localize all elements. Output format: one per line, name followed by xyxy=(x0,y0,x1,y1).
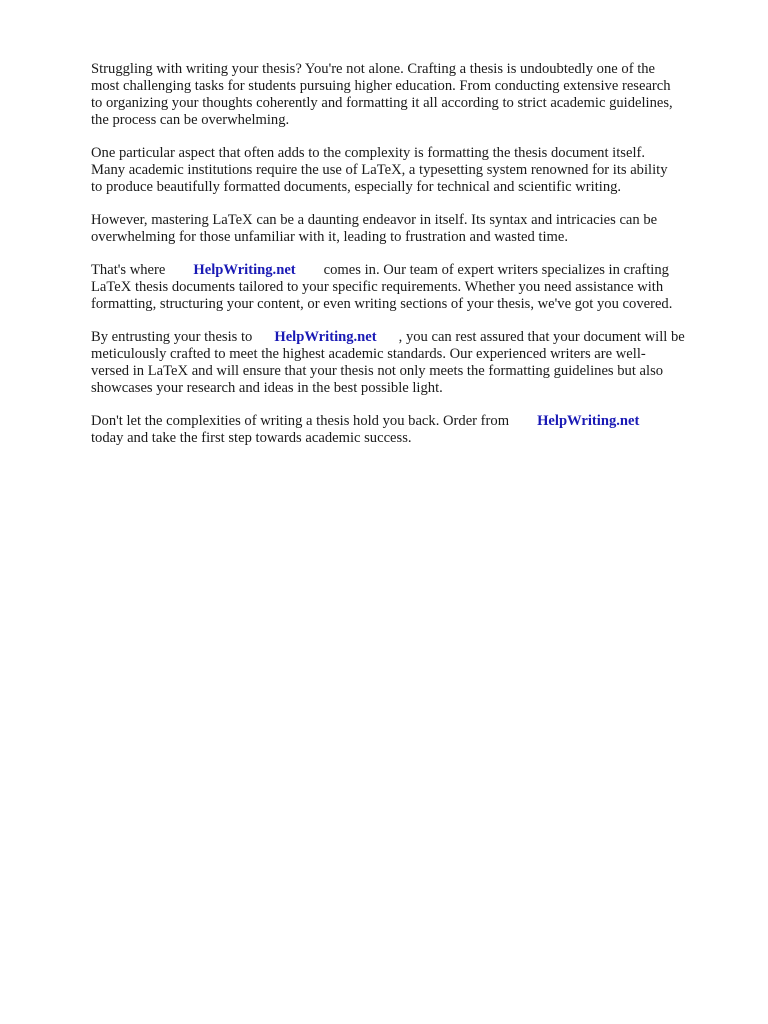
text-line: most challenging tasks for students pursuing higher education. From conducting extensive research xyxy=(91,78,671,94)
text-line: showcases your research and ideas in the best possible light. xyxy=(91,380,443,396)
text-line: Struggling with writing your thesis? You're not alone. Crafting a thesis is undoubtedly one of the xyxy=(91,61,656,77)
text-line xyxy=(91,262,731,279)
text-line: versed in LaTeX and will ensure that your thesis not only meets the formatting guidelines but also xyxy=(91,363,664,379)
text-segment: , you can rest assured that your document will be xyxy=(398,329,685,345)
text-segment: That's where xyxy=(91,262,166,278)
text-line: overwhelming for those unfamiliar with it, leading to frustration and wasted time. xyxy=(91,229,569,245)
text-line xyxy=(91,329,731,346)
text-line: today and take the first step towards academic success. xyxy=(91,430,412,446)
text-line: the process can be overwhelming. xyxy=(91,112,290,128)
document-page xyxy=(91,61,731,463)
text-line xyxy=(91,413,731,430)
paragraph-latex-difficulty xyxy=(91,212,731,246)
text-segment: comes in. Our team of expert writers specializes in crafting xyxy=(323,262,669,278)
paragraph-latex-formatting xyxy=(91,145,731,196)
text-line: formatting, structuring your content, or even writing sections of your thesis, we've got you covered. xyxy=(91,296,673,312)
text-line: However, mastering LaTeX can be a daunting endeavor in itself. Its syntax and intricacies can be xyxy=(91,212,658,228)
helpwriting-link[interactable]: HelpWriting.net xyxy=(537,413,640,429)
text-line: to organizing your thoughts coherently and formatting it all according to strict academic guidelines, xyxy=(91,95,673,111)
paragraph-service-intro xyxy=(91,262,731,313)
paragraph-intro xyxy=(91,61,731,129)
text-line: to produce beautifully formatted documents, especially for technical and scientific writing. xyxy=(91,179,622,195)
text-line: One particular aspect that often adds to the complexity is formatting the thesis document itself. xyxy=(91,145,646,161)
text-line: meticulously crafted to meet the highest academic standards. Our experienced writers are well- xyxy=(91,346,646,362)
text-segment: By entrusting your thesis to xyxy=(91,329,253,345)
helpwriting-link[interactable]: HelpWriting.net xyxy=(274,329,377,345)
text-line: Many academic institutions require the use of LaTeX, a typesetting system renowned for its ability xyxy=(91,162,668,178)
paragraph-call-to-action xyxy=(91,413,731,447)
helpwriting-link[interactable]: HelpWriting.net xyxy=(193,262,296,278)
paragraph-assurance xyxy=(91,329,731,397)
text-segment: Don't let the complexities of writing a thesis hold you back. Order from xyxy=(91,413,510,429)
text-line: LaTeX thesis documents tailored to your specific requirements. Whether you need assistance with xyxy=(91,279,664,295)
